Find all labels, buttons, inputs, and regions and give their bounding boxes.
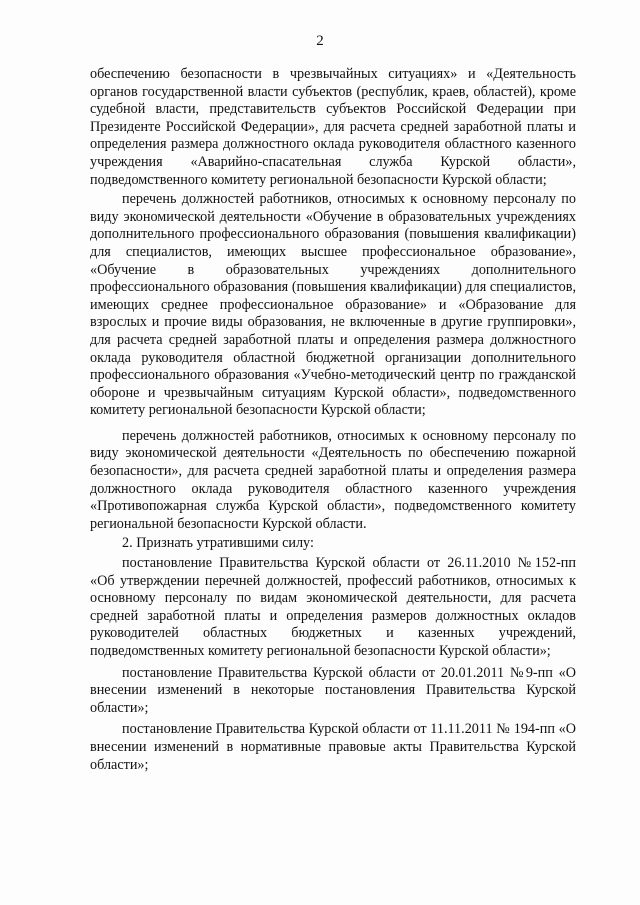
paragraph-fire-service-list: перечень должностей работников, относимых к основному персоналу по виду экономической деятельности «Деятельность по обеспечению пожарной безопасности», для расчета средней заработной платы и определения размера должностного оклада руководителя областного казенного учреждения «Противопожарная служба Курской области», подведомственного комитету региональной безопасности Курской области. [90,427,576,532]
paragraph-repeal-heading: 2. Признать утратившими силу: [122,535,314,552]
paragraph-repeal-194pp: постановление Правительства Курской области от 11.11.2011 № 194-пп «О внесении изменений в нормативные правовые акты Правительства Курской области»; [90,721,576,773]
paragraph-training-center-list: перечень должностей работников, относимых к основному персоналу по виду экономической деятельности «Обучение в образовательных учреждениях дополнительного профессионального образования (повышения квалификации) для специалистов, имеющих высшее профессиональное образование», «Обучение в образовательных учреждениях дополнительного профессионального образования (повышения квалификации) для специалистов, имеющих среднее профессиональное образование» и «Образование для взрослых и прочие виды образования, не включенные в другие группировки», для расчета средней заработной платы и определения размера должностного оклада руководителя областной бюджетной организации дополнительного профессионального образования «Учебно-методический центр по гражданской обороне и чрезвычайным ситуациям Курской области», подведомственного комитету региональной безопасности Курской области; [90,191,576,419]
paragraph-repeal-152pp: постановление Правительства Курской области от 26.11.2010 №152-пп «Об утверждении перечней должностей, профессий работников, относимых к основному персоналу по видам экономической деятельности, для расчета средней заработной платы и определения размеров должностных окладов руководителей областных бюджетных и казенных учреждений, подведомственных комитету региональной безопасности Курской области»; [90,555,576,659]
page-number: 2 [316,33,324,49]
paragraph-continuation: обеспечению безопасности в чрезвычайных ситуациях» и «Деятельность органов государственной власти субъектов (республик, краев, областей), кроме судебной власти, представительств субъектов Российской Федерации при Президенте Российской Федерации», для расчета средней заработной платы и определения размера должностного оклада руководителя областного казенного учреждения «Аварийно-спасательная служба Курской области», подведомственного комитету региональной безопасности Курской области; [90,66,576,188]
document-body [90,66,576,776]
paragraph-repeal-9pp: постановление Правительства Курской области от 20.01.2011 №9-пп «О внесении изменений в некоторые постановления Правительства Курской области»; [90,664,576,716]
